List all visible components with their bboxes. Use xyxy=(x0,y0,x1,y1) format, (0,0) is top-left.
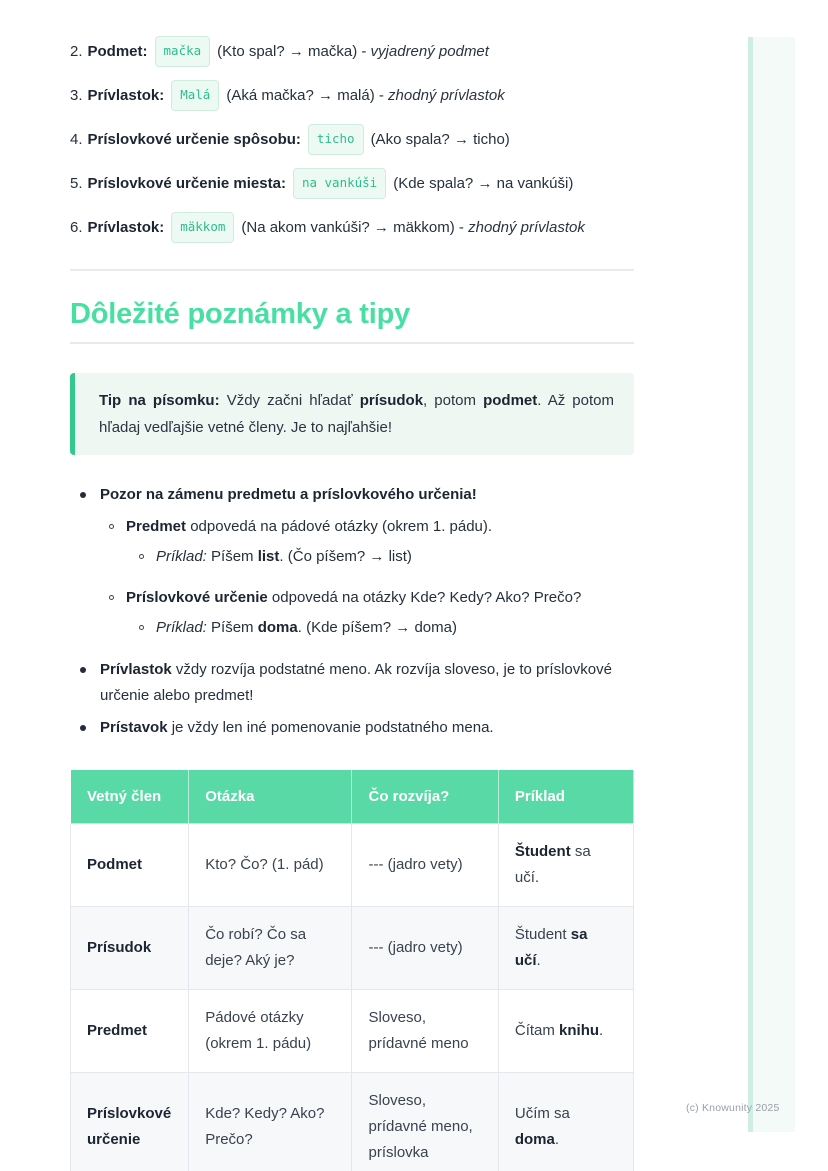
example-text: . xyxy=(536,952,541,969)
bullet-text xyxy=(126,514,492,540)
bullet-rest: vždy rozvíja podstatné meno. Ak rozvíja sloveso, je to príslovkové určenie alebo predmet! xyxy=(100,661,612,704)
list-item xyxy=(70,212,634,243)
cell-question: Kde? Kedy? Ako? Prečo? xyxy=(189,1073,352,1171)
item-label: Príslovkové určenie spôsobu: xyxy=(87,131,301,148)
example-bold: Študent xyxy=(514,843,571,860)
tip-callout-box xyxy=(70,373,634,455)
cell-name: Predmet xyxy=(71,990,189,1073)
bullet-bold: Prístavok xyxy=(100,719,168,736)
table-row xyxy=(71,1073,634,1171)
code-chip: mäkkom xyxy=(171,212,234,243)
bullet-prislovkove-example xyxy=(70,615,634,641)
example-text: . xyxy=(554,1131,560,1148)
example-text: sa učí. xyxy=(514,843,591,886)
bullet-warning xyxy=(70,482,634,508)
item-italic-note: zhodný prívlastok xyxy=(388,87,505,104)
example-bold: list xyxy=(257,548,280,565)
copyright-watermark: (c) Knowunity 2025 xyxy=(686,1102,780,1114)
cell-example xyxy=(498,907,633,990)
item-italic-note: zhodný prívlastok xyxy=(468,219,585,236)
bullet-bold: Predmet xyxy=(126,518,187,535)
column-header: Čo rozvíja? xyxy=(352,770,498,824)
bullet-prislovkove xyxy=(70,585,634,611)
example-bold: sa učí xyxy=(514,926,588,969)
bullet-circle-icon xyxy=(139,554,144,559)
bullet-predmet xyxy=(70,514,634,540)
cell-develops: --- (jadro vety) xyxy=(352,824,498,907)
document-content xyxy=(70,0,634,1171)
item-text: (Ako spala? → ticho) xyxy=(370,131,510,148)
table-header-row xyxy=(71,770,634,824)
bullet-rest: odpovedá na pádové otázky (okrem 1. pádu). xyxy=(186,518,493,535)
bullet-bold: Príslovkové určenie xyxy=(126,589,268,606)
cell-develops: --- (jadro vety) xyxy=(352,907,498,990)
item-text: (Kde spala? → na vankúši) xyxy=(393,175,574,192)
example-text: Čítam xyxy=(514,1022,560,1039)
code-chip: na vankúši xyxy=(293,168,386,199)
bullet-pristavok xyxy=(70,715,634,741)
column-header: Otázka xyxy=(189,770,352,824)
item-text: (Kto spal? → mačka) - xyxy=(217,43,371,60)
item-number: 5. xyxy=(70,175,83,192)
section-divider xyxy=(70,269,634,271)
cell-name: Príslovkové určenie xyxy=(71,1073,189,1171)
cell-example xyxy=(498,824,633,907)
bullet-disc-icon xyxy=(80,667,86,673)
item-label: Prívlastok: xyxy=(87,219,165,236)
tip-text-part: Vždy začni hľadať xyxy=(219,392,360,409)
item-label: Príslovkové určenie miesta: xyxy=(87,175,286,192)
example-bold: doma xyxy=(257,619,298,636)
item-label: Podmet: xyxy=(87,43,148,60)
example-label: Príklad: xyxy=(156,548,207,565)
bullet-circle-icon xyxy=(109,595,114,600)
heading-underline-divider xyxy=(70,342,634,344)
cell-example xyxy=(498,990,633,1073)
bullet-rest: je vždy len iné pomenovanie podstatného mena. xyxy=(167,719,494,736)
item-text: (Na akom vankúši? → mäkkom) - xyxy=(241,219,469,236)
tip-bold-term: prísudok xyxy=(359,392,424,409)
list-item xyxy=(70,124,634,155)
bullet-text xyxy=(156,544,412,570)
tip-text xyxy=(99,387,614,441)
bullet-circle-icon xyxy=(109,524,114,529)
cell-develops: Sloveso, prídavné meno xyxy=(352,990,498,1073)
page-title: Dôležité poznámky a tipy xyxy=(70,298,411,330)
cell-question: Pádové otázky (okrem 1. pádu) xyxy=(189,990,352,1073)
cell-example xyxy=(498,1073,633,1171)
bullet-predmet-example xyxy=(70,544,634,570)
tip-bold-term: podmet xyxy=(483,392,538,409)
bullet-text xyxy=(100,482,477,508)
example-text: Študent xyxy=(514,926,571,943)
tip-text-part: , potom xyxy=(423,392,484,409)
item-number: 4. xyxy=(70,131,83,148)
item-text: (Aká mačka? → malá) - xyxy=(226,87,389,104)
list-item xyxy=(70,80,634,111)
cell-develops: Sloveso, prídavné meno, príslovka xyxy=(352,1073,498,1171)
bullet-disc-icon xyxy=(80,725,86,731)
list-item xyxy=(70,36,634,67)
bullet-bold: Pozor na zámenu predmetu a príslovkového určenia! xyxy=(100,486,477,503)
item-number: 3. xyxy=(70,87,83,104)
example-bold: knihu xyxy=(559,1022,600,1039)
code-chip: mačka xyxy=(155,36,211,67)
column-header: Príklad xyxy=(498,770,633,824)
tip-text-part: . Až potom hľadaj vedľajšie vetné členy. Je to najľahšie! xyxy=(99,392,614,436)
table-row xyxy=(71,824,634,907)
tip-label: Tip na písomku: xyxy=(99,392,220,409)
example-text: Učím sa xyxy=(514,1105,570,1122)
bullet-text xyxy=(126,585,581,611)
item-italic-note: vyjadrený podmet xyxy=(370,43,489,60)
cell-question: Kto? Čo? (1. pád) xyxy=(189,824,352,907)
notes-bullet-list xyxy=(70,482,634,741)
example-text: . xyxy=(599,1022,604,1039)
bullet-text xyxy=(156,615,457,641)
example-text: . (Čo píšem? → list) xyxy=(279,548,412,565)
bullet-disc-icon xyxy=(80,492,86,498)
bullet-text xyxy=(100,657,634,709)
item-label: Prívlastok: xyxy=(87,87,165,104)
item-number: 6. xyxy=(70,219,83,236)
bullet-bold: Prívlastok xyxy=(100,661,172,678)
code-chip: Malá xyxy=(171,80,219,111)
page-edge-panel xyxy=(753,37,795,1132)
bullet-text xyxy=(100,715,494,741)
column-header: Vetný člen xyxy=(71,770,189,824)
example-label: Príklad: xyxy=(156,619,207,636)
cell-question: Čo robí? Čo sa deje? Aký je? xyxy=(189,907,352,990)
bullet-privlastok xyxy=(70,657,634,709)
table-row xyxy=(71,990,634,1073)
sentence-parts-numbered-list xyxy=(70,0,634,243)
example-text: Píšem xyxy=(206,548,258,565)
cell-name: Prísudok xyxy=(71,907,189,990)
list-item xyxy=(70,168,634,199)
example-text: . (Kde píšem? → doma) xyxy=(297,619,457,636)
item-number: 2. xyxy=(70,43,83,60)
table-row xyxy=(71,907,634,990)
bullet-circle-icon xyxy=(139,625,144,630)
bullet-rest: odpovedá na otázky Kde? Kedy? Ako? Prečo? xyxy=(267,589,582,606)
example-text: Píšem xyxy=(206,619,258,636)
example-bold: doma xyxy=(514,1131,555,1148)
sentence-parts-table xyxy=(70,769,634,1171)
code-chip: ticho xyxy=(308,124,364,155)
cell-name: Podmet xyxy=(71,824,189,907)
